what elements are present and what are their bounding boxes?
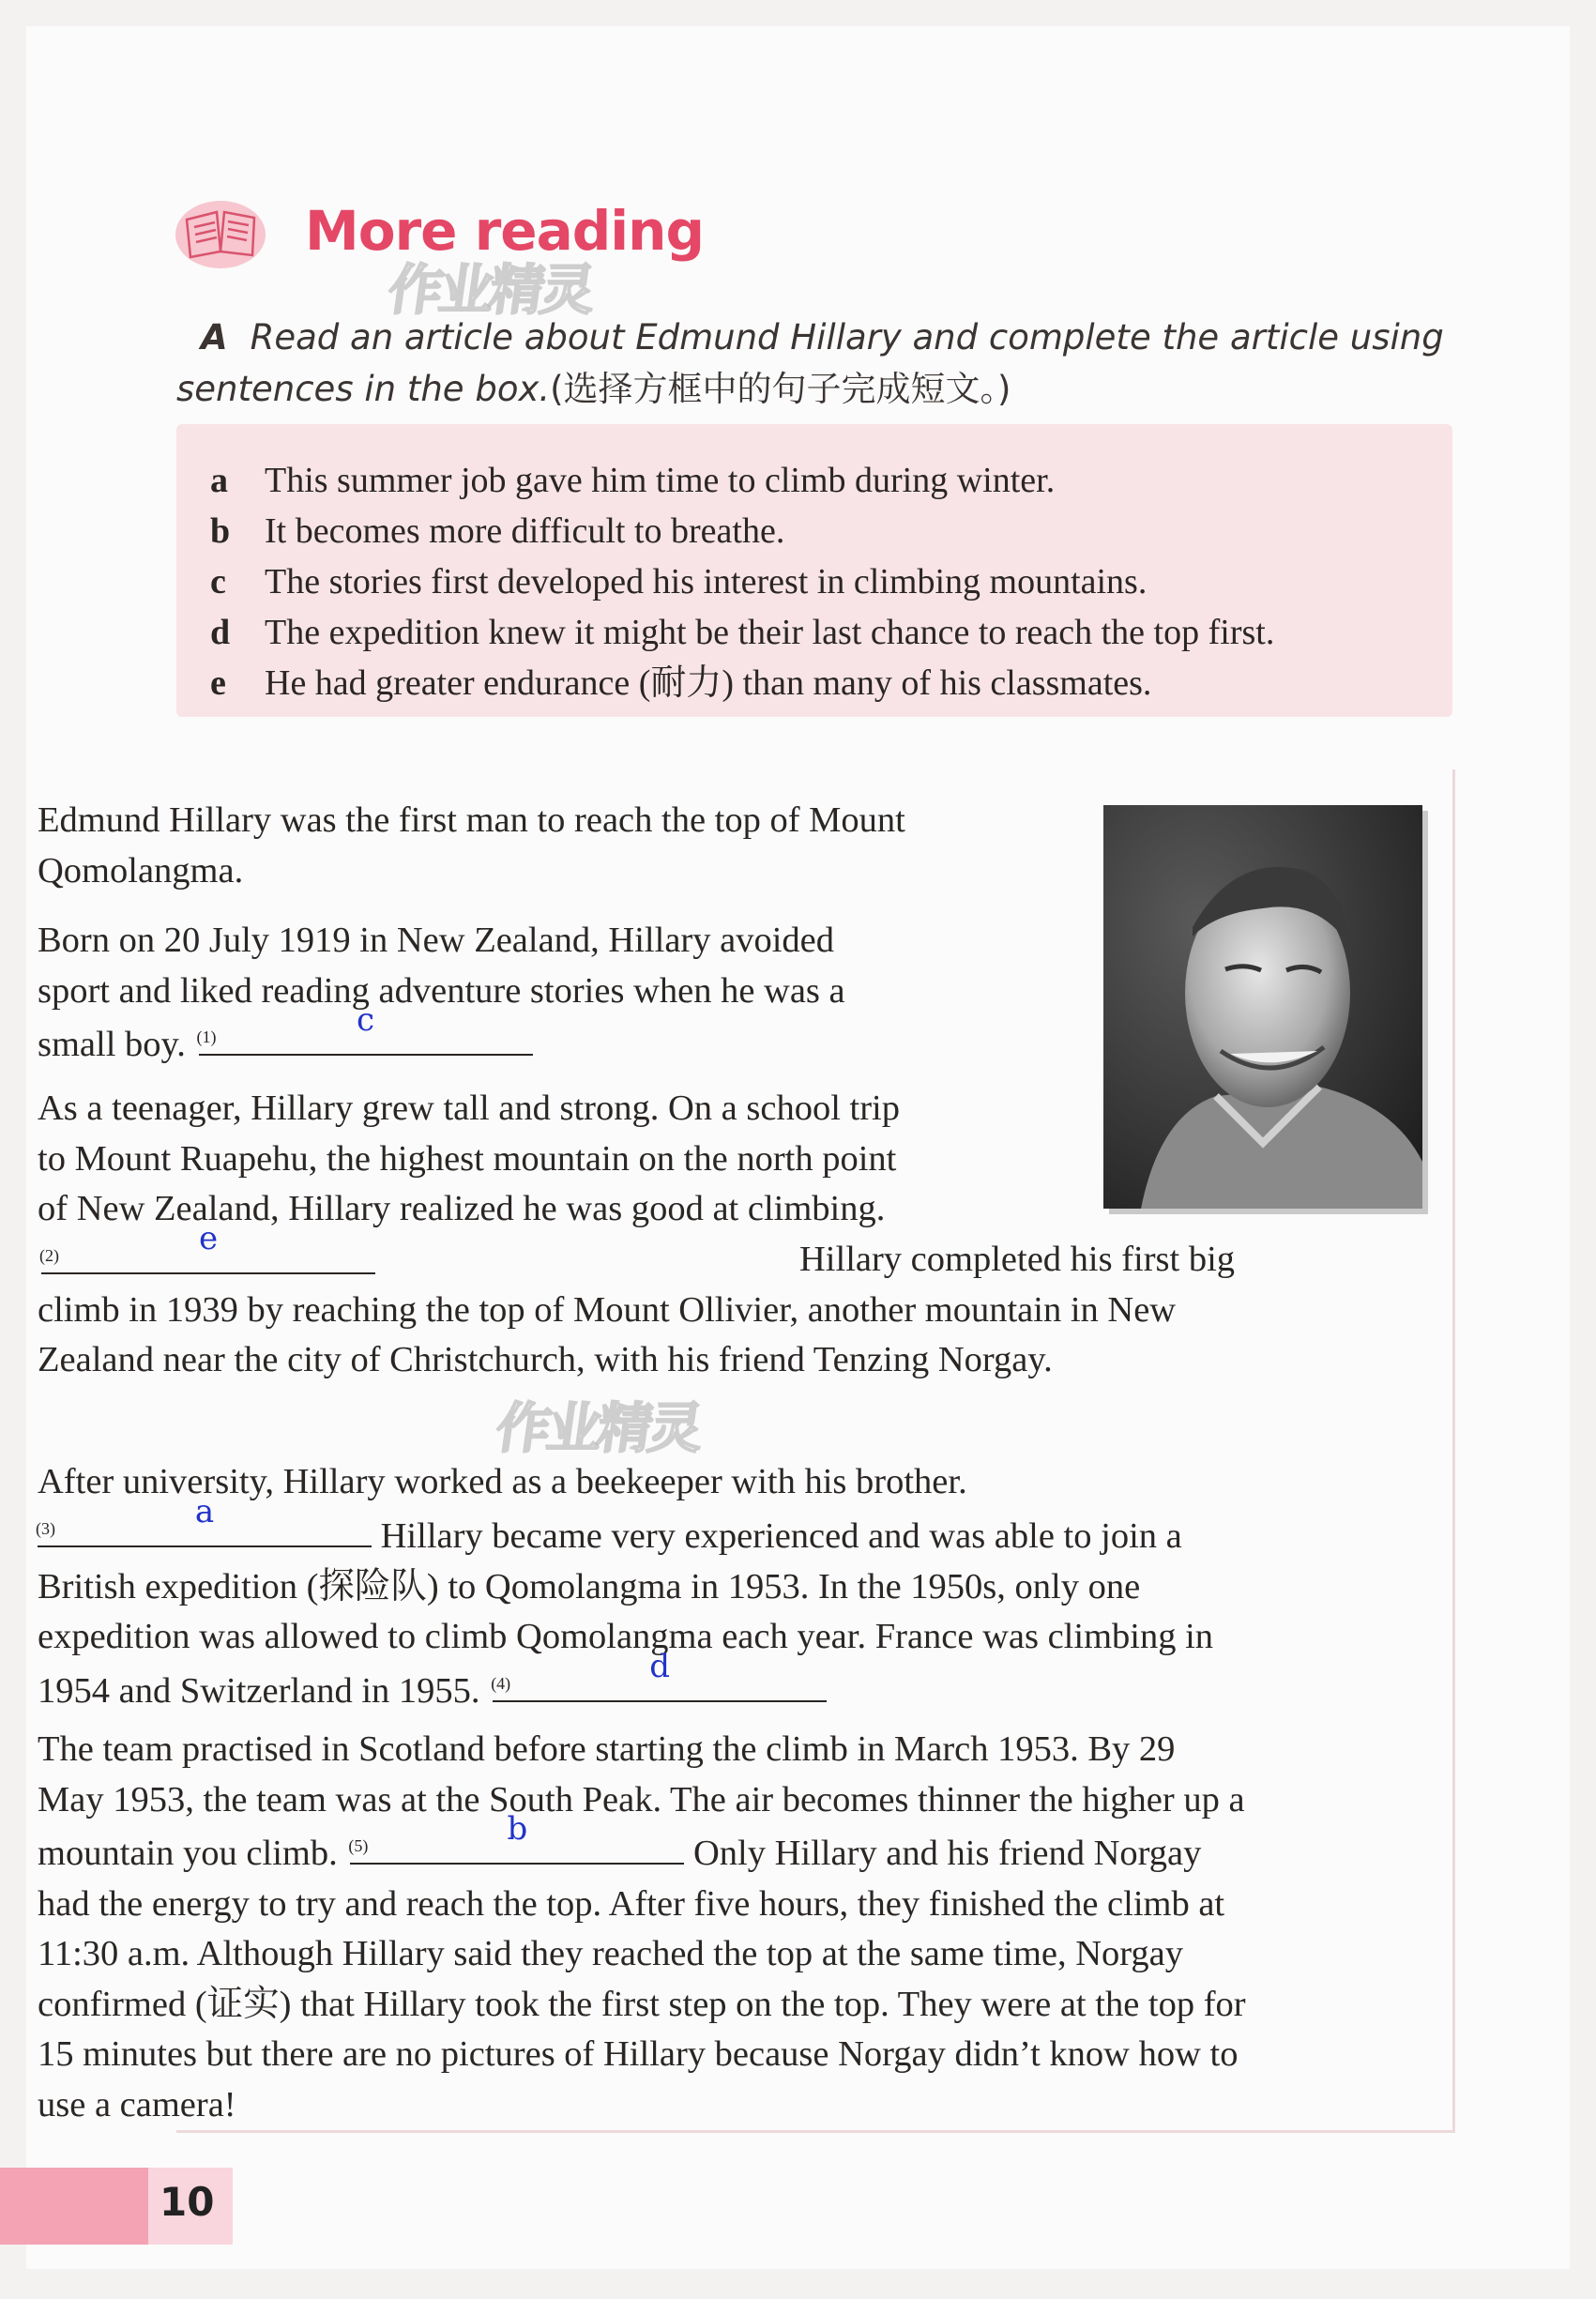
answer-blank-1[interactable]: (1) c xyxy=(199,1016,533,1056)
heading-title: More reading xyxy=(305,199,704,263)
option-item: d The expedition knew it might be their last chance to reach the top first. xyxy=(210,613,1275,652)
article-paragraph-3b: Hillary completed his first big climb in 1939 by reaching the top of Mount Ollivier, another mountain in New Zealand near the city of Christchurch, with his friend Tenzing Norgay. xyxy=(38,1240,1236,1379)
answer-blank-3[interactable]: (3) a xyxy=(38,1508,372,1547)
article-paragraph-2: Born on 20 July 1919 in New Zealand, Hillary avoided sport and liked reading adventure stories when he was a small boy. (1) c xyxy=(38,921,845,1064)
answer-blank-4[interactable]: (4) d xyxy=(493,1663,827,1702)
instruction-text: Read an article about Edmund Hillary and complete the article using sentences in the box. xyxy=(176,317,1444,409)
sentence-box xyxy=(176,424,1452,717)
watermark: 作业精灵 xyxy=(384,258,597,322)
option-item: c The stories first developed his interest in climbing mountains. xyxy=(210,562,1148,601)
watermark: 作业精灵 xyxy=(492,1396,705,1460)
instruction xyxy=(176,312,1462,415)
article-paragraph-1: Edmund Hillary was the first man to reach the top of Mount Qomolangma. xyxy=(38,800,905,891)
option-item: e He had greater endurance (耐力) than many of his classmates. xyxy=(210,663,1152,703)
article-paragraph-3a: As a teenager, Hillary grew tall and strong. On a school trip to Mount Ruapehu, the highest mountain on the north point of New Zealand, Hillary realized he was good at climbing. (2) e xyxy=(38,1084,920,1288)
page-number: 10 xyxy=(160,2179,215,2225)
instruction-letter: A xyxy=(201,317,228,358)
article-paragraph-5: The team practised in Scotland before starting the climb in March 1953. By 29 May 1953, the team was at the South Peak. The air becomes thinner the higher up a mountain you climb. (5) b Only Hillary and his friend Norgay had the energy to try and reach the top. After five hours, they finished the climb at 11:30 a.m. Although Hillary said they reached the top at the same time, Norgay confirmed (证实) that Hillary took the first step on the top. They were at the top for 15 minutes but there are no pictures of Hillary because Norgay didn’t know how to use a camera! xyxy=(38,1729,1246,2124)
portrait-photo-icon xyxy=(1103,805,1422,1209)
portrait-photo xyxy=(1103,805,1422,1209)
option-item: b It becomes more difficult to breathe. xyxy=(210,511,785,551)
article-paragraph-4a: After university, Hillary worked as a beekeeper with his brother. xyxy=(38,1462,967,1501)
option-item: a This summer job gave him time to climb during winter. xyxy=(210,461,1056,500)
open-book-icon xyxy=(174,193,267,270)
instruction-cn: (选择方框中的句子完成短文。) xyxy=(550,369,1011,409)
answer-blank-5[interactable]: (5) b xyxy=(350,1825,684,1865)
article-paragraph-4b: (3) a Hillary became very experienced and was able to join a British expedition (探险队) to Qomolangma in 1953. In the 1950s, only one expedition was allowed to climb Qomolangma each year. France was climbing in 1954 and Switzerland in 1955. (4) d xyxy=(36,1493,1214,1711)
answer-blank-2[interactable]: (2) e xyxy=(41,1235,375,1274)
